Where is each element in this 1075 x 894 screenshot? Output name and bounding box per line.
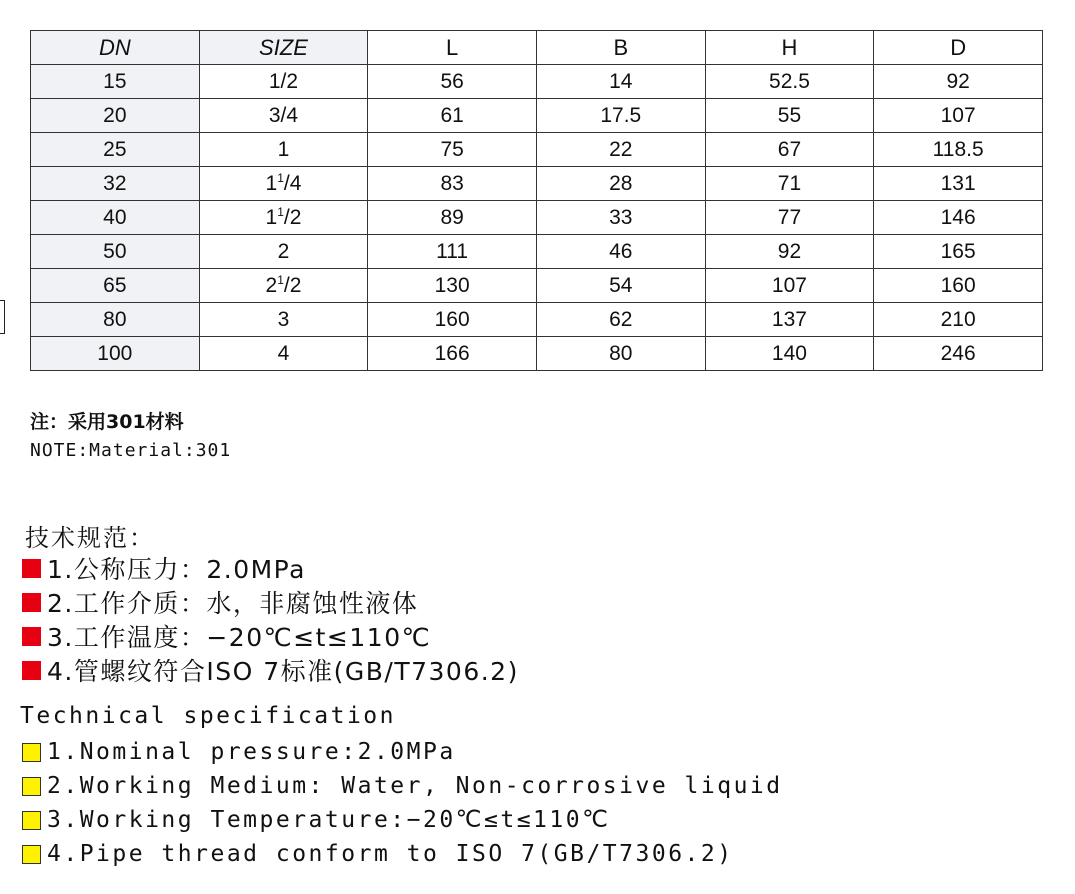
cell-h: 140 bbox=[705, 337, 874, 371]
spec-item-en bbox=[22, 837, 783, 871]
size-fraction-rest: /2 bbox=[283, 274, 302, 297]
table-row bbox=[31, 65, 1043, 99]
cell-b: 14 bbox=[536, 65, 705, 99]
dimension-table bbox=[30, 30, 1043, 371]
cell-l: 166 bbox=[368, 337, 537, 371]
cell-h: 137 bbox=[705, 303, 874, 337]
cell-size bbox=[199, 303, 368, 337]
cell-size bbox=[199, 167, 368, 201]
cell-b: 62 bbox=[536, 303, 705, 337]
table-row bbox=[31, 133, 1043, 167]
cell-h: 77 bbox=[705, 201, 874, 235]
table-row bbox=[31, 235, 1043, 269]
cell-dn: 25 bbox=[31, 133, 200, 167]
cell-l: 83 bbox=[368, 167, 537, 201]
size-fraction-rest: 1 bbox=[277, 138, 290, 161]
header-l: L bbox=[368, 31, 537, 65]
red-square-bullet-icon bbox=[22, 661, 41, 680]
cell-l: 56 bbox=[368, 65, 537, 99]
spec-item-en bbox=[22, 769, 783, 803]
spec-item-en bbox=[22, 735, 783, 769]
red-square-bullet-icon bbox=[22, 559, 41, 578]
table-row bbox=[31, 303, 1043, 337]
spec-item-text: 1.Nominal pressure:2.0MPa bbox=[47, 739, 456, 765]
size-fraction-rest: 4 bbox=[277, 342, 290, 365]
spec-item-en bbox=[22, 803, 783, 837]
spec-item-text: 4.Pipe thread conform to ISO 7(GB/T7306.2) bbox=[47, 841, 734, 867]
cell-size bbox=[199, 269, 368, 303]
cell-size bbox=[199, 337, 368, 371]
cell-l: 160 bbox=[368, 303, 537, 337]
cell-size bbox=[199, 201, 368, 235]
size-fraction-numerator: 1 bbox=[277, 205, 284, 219]
cell-d: 210 bbox=[874, 303, 1043, 337]
cell-dn: 65 bbox=[31, 269, 200, 303]
cell-size bbox=[199, 133, 368, 167]
header-size: SIZE bbox=[199, 31, 368, 65]
cell-dn: 100 bbox=[31, 337, 200, 371]
cell-l: 130 bbox=[368, 269, 537, 303]
cell-b: 46 bbox=[536, 235, 705, 269]
cell-h: 107 bbox=[705, 269, 874, 303]
spec-item-text: 4.管螺纹符合ISO 7标准(GB/T7306.2) bbox=[47, 657, 519, 686]
spec-item-cn bbox=[22, 585, 519, 619]
spec-item-cn bbox=[22, 653, 519, 687]
cell-dn: 40 bbox=[31, 201, 200, 235]
note-chinese: 注：采用301材料 bbox=[30, 411, 184, 433]
cell-d: 165 bbox=[874, 235, 1043, 269]
cell-d: 118.5 bbox=[874, 133, 1043, 167]
table-row bbox=[31, 99, 1043, 133]
cell-d: 146 bbox=[874, 201, 1043, 235]
table-body bbox=[31, 65, 1043, 371]
spec-heading-chinese: 技术规范： bbox=[25, 524, 155, 552]
spec-item-text: 2.工作介质：水，非腐蚀性液体 bbox=[47, 589, 419, 618]
size-fraction-rest: 1/2 bbox=[268, 70, 299, 93]
cell-b: 28 bbox=[536, 167, 705, 201]
red-square-bullet-icon bbox=[22, 593, 41, 612]
size-fraction-numerator: 1 bbox=[277, 171, 284, 185]
size-whole: 1 bbox=[265, 172, 278, 195]
edge-bracket-mark bbox=[0, 300, 5, 334]
cell-b: 80 bbox=[536, 337, 705, 371]
cell-h: 71 bbox=[705, 167, 874, 201]
spec-item-text: 3.Working Temperature:−20℃≤t≤110℃ bbox=[47, 807, 611, 833]
cell-dn: 15 bbox=[31, 65, 200, 99]
table-row bbox=[31, 269, 1043, 303]
size-whole: 2 bbox=[265, 274, 278, 297]
cell-d: 160 bbox=[874, 269, 1043, 303]
cell-dn: 50 bbox=[31, 235, 200, 269]
yellow-square-bullet-icon bbox=[22, 845, 41, 864]
size-whole: 1 bbox=[265, 206, 278, 229]
spec-item-text: 3.工作温度：−20℃≤t≤110℃ bbox=[47, 623, 432, 652]
header-b: B bbox=[536, 31, 705, 65]
spec-list-english bbox=[22, 735, 783, 871]
cell-b: 22 bbox=[536, 133, 705, 167]
size-fraction-rest: 3/4 bbox=[268, 104, 299, 127]
cell-size bbox=[199, 235, 368, 269]
table-row bbox=[31, 201, 1043, 235]
cell-d: 92 bbox=[874, 65, 1043, 99]
yellow-square-bullet-icon bbox=[22, 777, 41, 796]
cell-d: 246 bbox=[874, 337, 1043, 371]
cell-dn: 80 bbox=[31, 303, 200, 337]
cell-l: 61 bbox=[368, 99, 537, 133]
cell-h: 55 bbox=[705, 99, 874, 133]
cell-h: 52.5 bbox=[705, 65, 874, 99]
note-english: NOTE:Material:301 bbox=[30, 440, 232, 461]
spec-item-text: 2.Working Medium: Water, Non-corrosive liquid bbox=[47, 773, 783, 799]
cell-h: 92 bbox=[705, 235, 874, 269]
size-fraction-rest: 2 bbox=[277, 240, 290, 263]
cell-size bbox=[199, 65, 368, 99]
cell-b: 54 bbox=[536, 269, 705, 303]
table-header-row bbox=[31, 31, 1043, 65]
header-dn: DN bbox=[31, 31, 200, 65]
table-row bbox=[31, 167, 1043, 201]
cell-b: 17.5 bbox=[536, 99, 705, 133]
cell-h: 67 bbox=[705, 133, 874, 167]
size-fraction-rest: 3 bbox=[277, 308, 290, 331]
spec-item-cn bbox=[22, 619, 519, 653]
header-h: H bbox=[705, 31, 874, 65]
yellow-square-bullet-icon bbox=[22, 811, 41, 830]
table-row bbox=[31, 337, 1043, 371]
cell-l: 111 bbox=[368, 235, 537, 269]
cell-d: 107 bbox=[874, 99, 1043, 133]
cell-d: 131 bbox=[874, 167, 1043, 201]
cell-l: 89 bbox=[368, 201, 537, 235]
spec-list-chinese bbox=[22, 551, 519, 687]
size-fraction-rest: /4 bbox=[283, 172, 302, 195]
cell-dn: 20 bbox=[31, 99, 200, 133]
spec-item-cn bbox=[22, 551, 519, 585]
size-fraction-rest: /2 bbox=[283, 206, 302, 229]
cell-b: 33 bbox=[536, 201, 705, 235]
cell-l: 75 bbox=[368, 133, 537, 167]
cell-size bbox=[199, 99, 368, 133]
yellow-square-bullet-icon bbox=[22, 743, 41, 762]
red-square-bullet-icon bbox=[22, 627, 41, 646]
header-d: D bbox=[874, 31, 1043, 65]
spec-item-text: 1.公称压力：2.0MPa bbox=[47, 555, 306, 584]
cell-dn: 32 bbox=[31, 167, 200, 201]
size-fraction-numerator: 1 bbox=[277, 273, 284, 287]
spec-heading-english: Technical specification bbox=[20, 703, 396, 729]
